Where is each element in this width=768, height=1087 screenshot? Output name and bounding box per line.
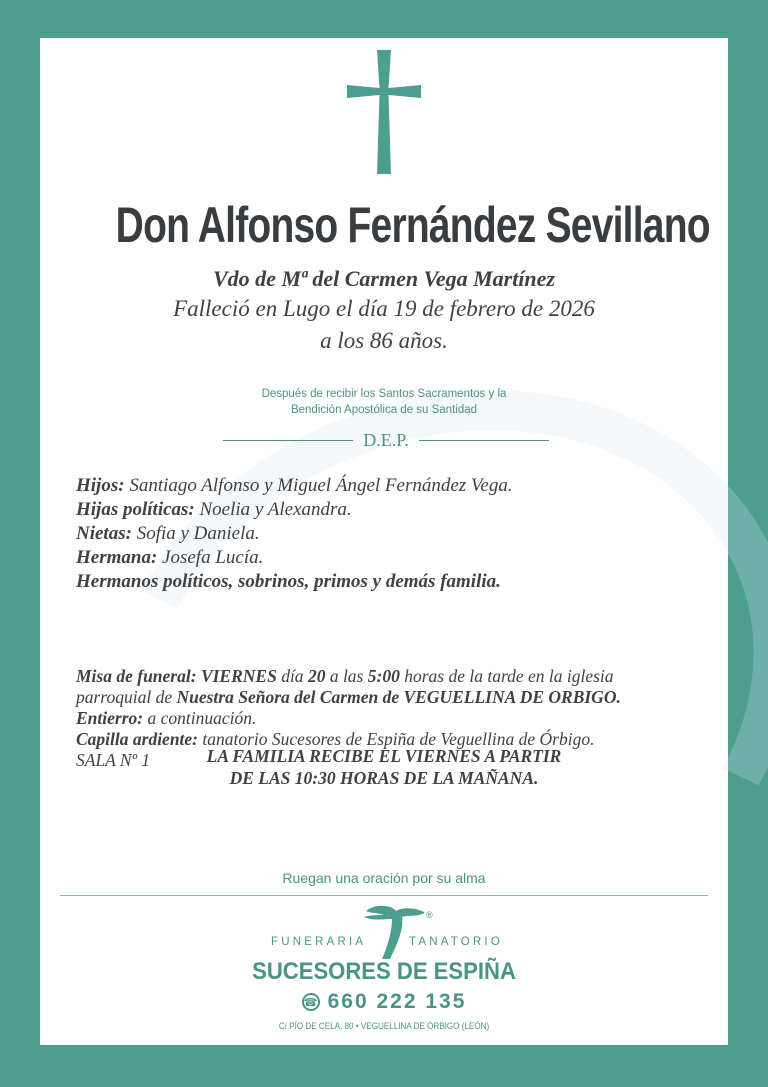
sacraments-text (40, 386, 728, 418)
registered-mark: ® (426, 910, 433, 920)
footer-divider (60, 895, 708, 896)
chapel-line: Capilla ardiente: tanatorio Sucesores de Espiña de Veguellina de Órbigo. (76, 729, 595, 749)
family-row-daughters-in-law: Hijas políticas: Noelia y Alexandra. (76, 499, 352, 520)
dep-row (223, 430, 549, 451)
family-receives-notice: LA FAMILIA RECIBE EL VIERNES A PARTIR DE LAS 10:30 HORAS DE LA MAÑANA. (206, 746, 562, 788)
family-row-sister: Hermana: Josefa Lucía. (76, 547, 264, 568)
death-line: Falleció en Lugo el día 19 de febrero de 2026 (173, 296, 595, 321)
family-list (76, 474, 696, 594)
mass-line: Misa de funeral: VIERNES día 20 a las 5:00 horas de la tarde en la iglesia (76, 666, 614, 686)
deceased-name: Don Alfonso Fernández Sevillano (115, 197, 710, 253)
phone-number: 660 222 135 (327, 990, 467, 1013)
prayer-request: Ruegan una oración por su alma (282, 870, 486, 886)
divider (223, 440, 353, 441)
phone-icon: ☎ (302, 993, 320, 1011)
sacraments-line-1: Después de recibir los Santos Sacramentos y la (261, 388, 507, 400)
family-row-extended: Hermanos políticos, sobrinos, primos y demás familia. (76, 571, 501, 592)
family-row-granddaughters: Nietas: Sofia y Daniela. (76, 523, 260, 544)
cross-icon (347, 50, 421, 174)
obituary-card (40, 38, 728, 1045)
spouse-line: Vdo de Mª del Carmen Vega Martínez (213, 266, 555, 291)
age-line: a los 86 años. (320, 328, 448, 353)
family-row-children: Hijos: Santiago Alfonso y Miguel Ángel Fernández Vega. (76, 475, 513, 496)
address: C/ PÍO DE CELA, 80 • VEGUELLINA DE ÓRBIGO (LEÓN) (278, 1021, 490, 1031)
room-line: SALA Nº 1 (76, 750, 151, 770)
sacraments-line-2: Bendición Apostólica de su Santidad (290, 404, 478, 416)
burial-line: Entierro: a continuación. (76, 708, 257, 728)
church-line: parroquial de Nuestra Señora del Carmen de VEGUELLINA DE ORBIGO. (76, 687, 621, 707)
funeraria-label: FUNERARIA (271, 936, 367, 948)
tanatorio-label: TANATORIO (409, 936, 503, 948)
divider (419, 440, 549, 441)
phone-row (40, 990, 728, 1014)
dep-text: D.E.P. (363, 430, 409, 450)
brand-name: SUCESORES DE ESPIÑA (252, 958, 516, 985)
